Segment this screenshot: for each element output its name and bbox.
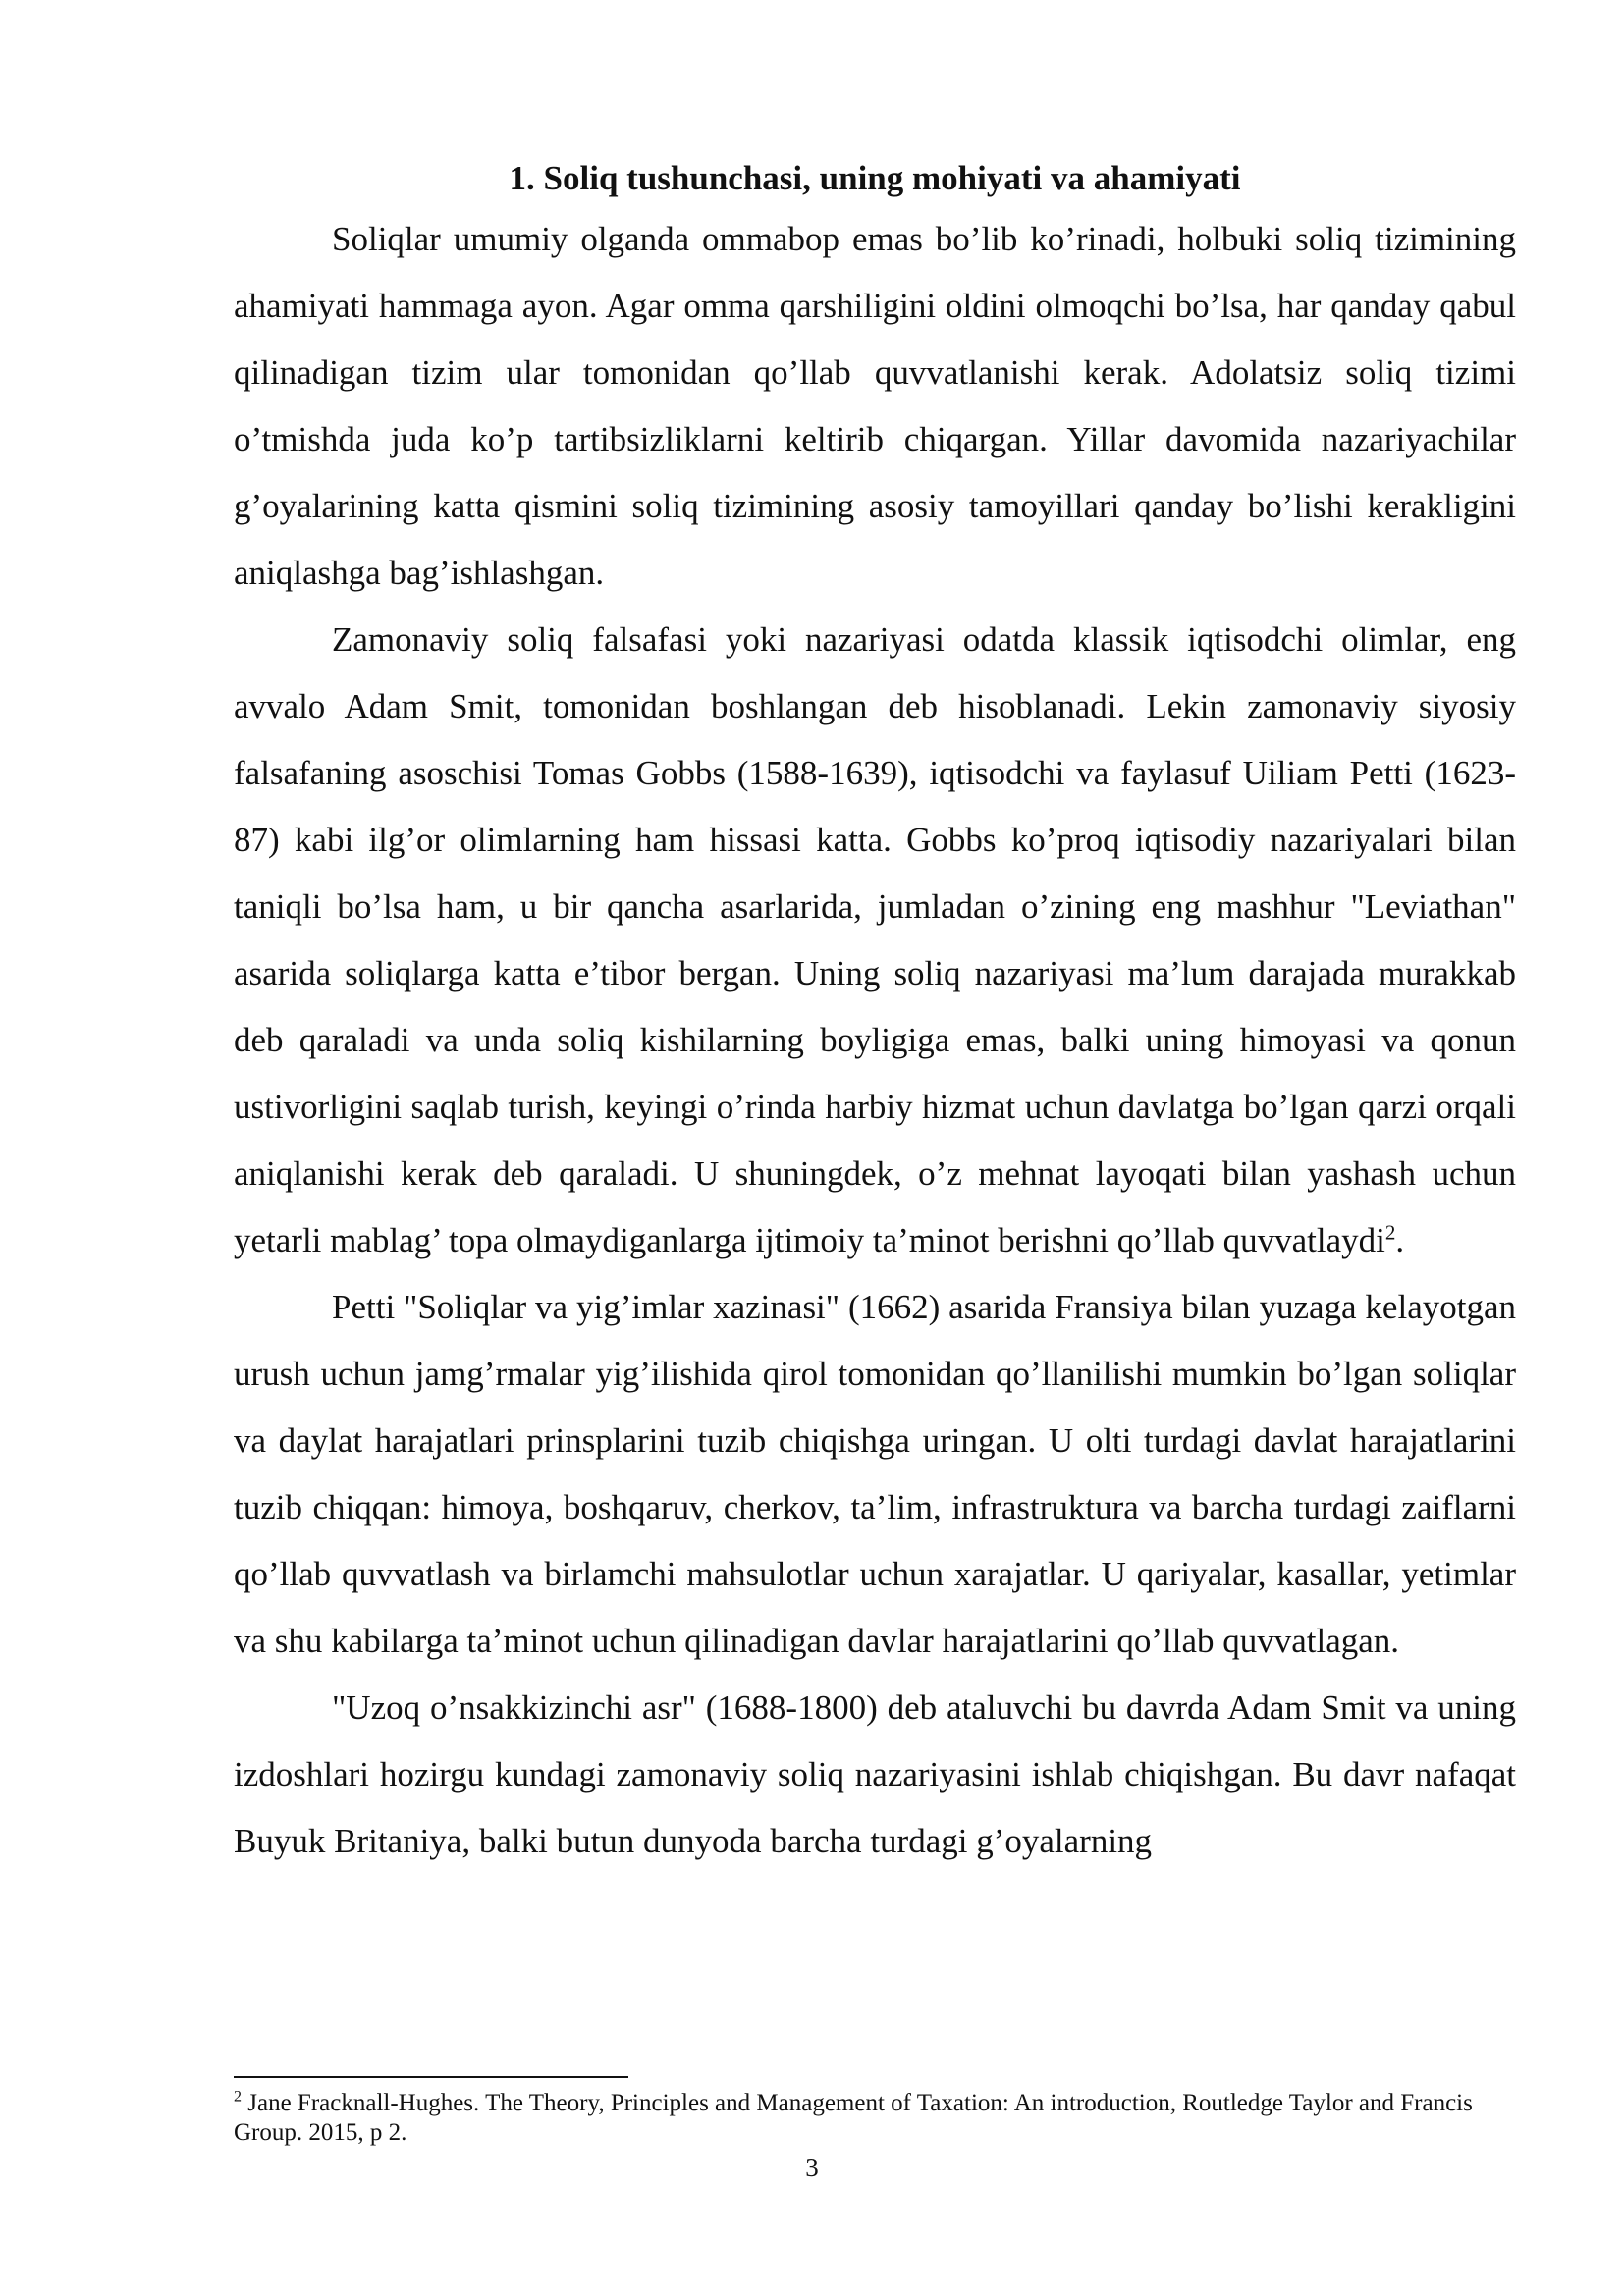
footnote-marker: 2 [234, 2088, 242, 2106]
document-page [234, 147, 1516, 1875]
footnote [234, 2089, 1516, 2148]
paragraph-2-end: . [1395, 1221, 1405, 1259]
paragraph-3: Petti "Soliqlar va yig’imlar xazinasi" (1662) asarida Fransiya bilan yuzaga kelayotgan urush uchun jamg’rmalar yig’ilishida qirol tomonidan qo’llanilishi mumkin bo’lgan soliqlar va daylat harajatlari prinsplarini tuzib chiqishga uringan. U olti turdagi davlat harajatlarini tuzib chiqqan: himoya, boshqaruv, cherkov, ta’lim, infrastruktura va barcha turdagi zaiflarni qo’llab quvvatlash va birlamchi mahsulotlar uchun xarajatlar. U qariyalar, kasallar, yetimlar va shu kabilarga ta’minot uchun qilinadigan davlar harajatlarini qo’llab quvvatlagan. [234, 1288, 1516, 1660]
footnote-separator [234, 2076, 628, 2078]
paragraph-1: Soliqlar umumiy olganda ommabop emas bo’lib ko’rinadi, holbuki soliq tizimining ahamiyati hammaga ayon. Agar omma qarshiligini oldini olmoqchi bo’lsa, har qanday qabul qilinadigan tizim ular tomonidan qo’llab quvvatlanishi kerak. Adolatsiz soliq tizimi o’tmishda juda ko’p tartibsizliklarni keltirib chiqargan. Yillar davomida nazariyachilar g’oyalarining katta qismini soliq tizimining asosiy tamoyillari qanday bo’lishi kerakligini aniqlashga bag’ishlashgan. [234, 220, 1516, 592]
footnote-text: Jane Fracknall-Hughes. The Theory, Principles and Management of Taxation: An introduction, Routledge Taylor and Francis Group. 2015, p 2. [234, 2090, 1473, 2146]
footnote-reference[interactable]: 2 [1384, 1220, 1396, 1245]
section-heading: 1. Soliq tushunchasi, uning mohiyati va ahamiyati [509, 159, 1241, 197]
paragraph-4: "Uzoq o’nsakkizinchi asr" (1688-1800) deb ataluvchi bu davrda Adam Smit va uning izdoshlari hozirgu kundagi zamonaviy soliq nazariyasini ishlab chiqishgan. Bu davr nafaqat Buyuk Britaniya, balki butun dunyoda barcha turdagi g’oyalarning [234, 1688, 1516, 1860]
paragraph-2 [234, 607, 1516, 1274]
paragraph-2-text: Zamonaviy soliq falsafasi yoki nazariyasi odatda klassik iqtisodchi olimlar, eng avvalo Adam Smit, tomonidan boshlangan deb hisoblanadi. Lekin zamonaviy siyosiy falsafaning asoschisi Tomas Gobbs (1588-1639), iqtisodchi va faylasuf Uiliam Petti (1623-87) kabi ilg’or olimlarning ham hissasi katta. Gobbs ko’proq iqtisodiy nazariyalari bilan taniqli bo’lsa ham, u bir qancha asarlarida, jumladan o’zining eng mashhur "Leviathan" asarida soliqlarga katta e’tibor bergan. Uning soliq nazariyasi ma’lum darajada murakkab deb qaraladi va unda soliq kishilarning boyligiga emas, balki uning himoyasi va qonun ustivorligini saqlab turish, keyingi o’rinda harbiy hizmat uchun davlatga bo’lgan qarzi orqali aniqlanishi kerak deb qaraladi. U shuningdek, o’z mehnat layoqati bilan yashash uchun yetarli mablag’ topa olmaydiganlarga ijtimoiy ta’minot berishni qo’llab quvvatlaydi [234, 620, 1516, 1259]
page-number: 3 [805, 2153, 819, 2182]
